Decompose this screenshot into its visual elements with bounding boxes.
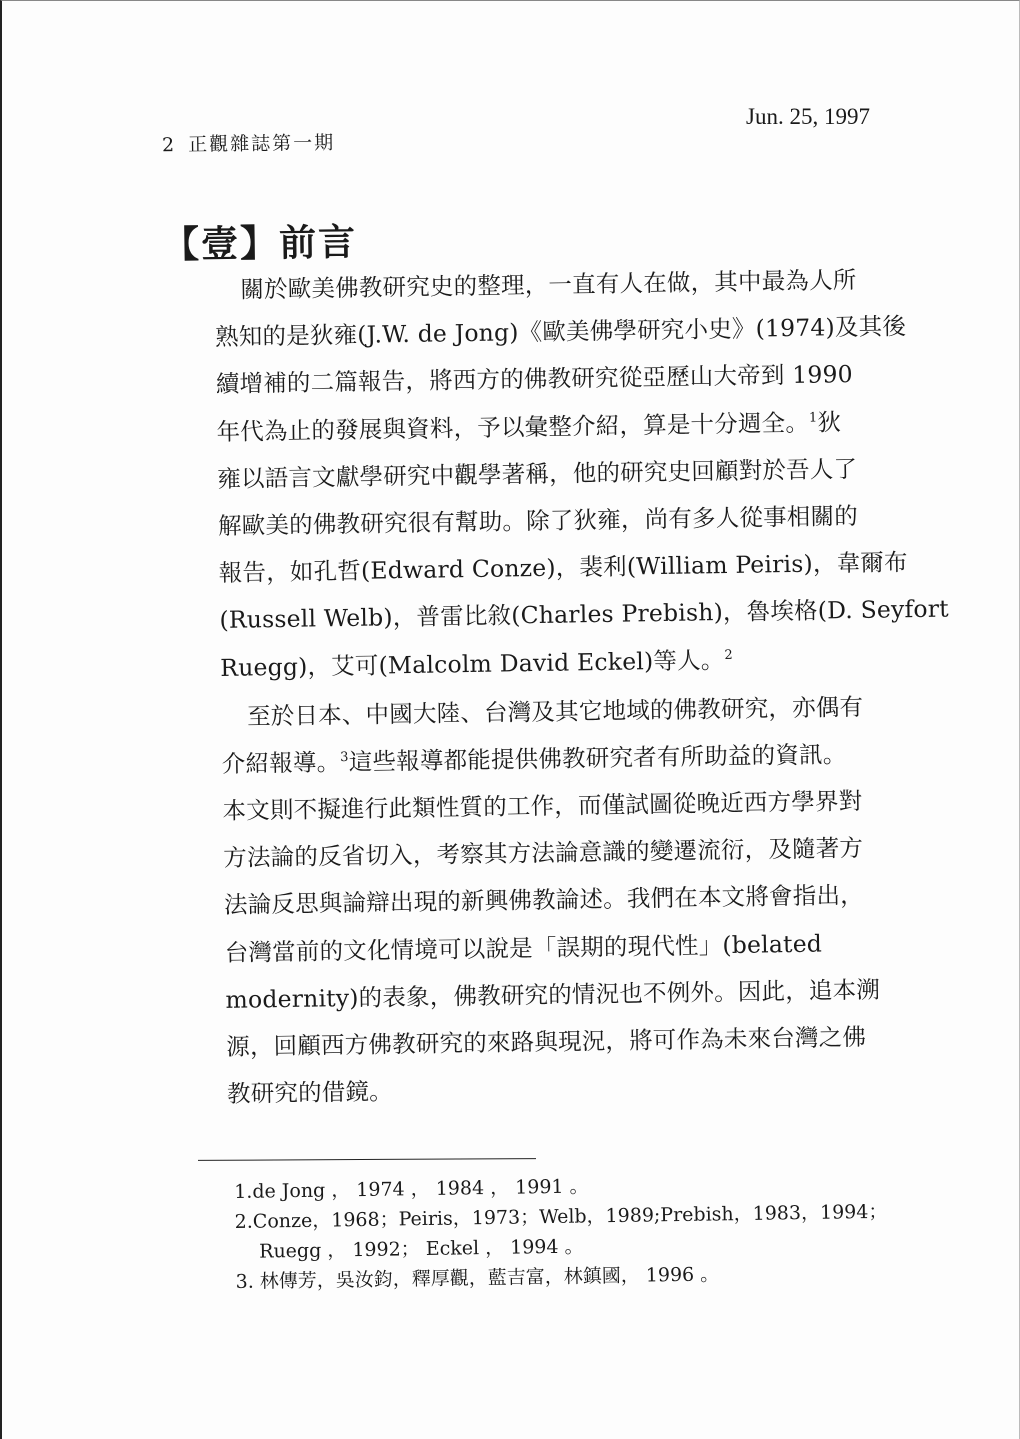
paragraph-1 <box>214 256 950 692</box>
line-text: modernity)的表象，佛教研究的情況也不例外。因此，追本溯 <box>225 975 881 1014</box>
running-header <box>162 128 335 157</box>
section-heading: 【壹】前言 <box>161 219 358 267</box>
line-text: 解歐美的佛教研究很有幫助。除了狄雍，尚有多人從事相關的 <box>217 501 859 540</box>
line-text: Ruegg)，艾可(Malcolm David Eckel)等人。 <box>220 645 725 682</box>
footnote-1: 1.de Jong ， 1974 ， 1984 ， 1991 。 <box>234 1175 589 1203</box>
footnote-marker: 3 <box>340 749 349 765</box>
text-line <box>227 1060 928 1118</box>
line-text: 續增補的二篇報告，將西方的佛教研究從亞歷山大帝到 1990 <box>215 360 854 399</box>
publication-date: Jun. 25, 1997 <box>746 104 870 129</box>
line-text: 方法論的反省切入，考察其方法論意識的變遷流衍，及隨著方 <box>223 834 864 873</box>
line-text: 至於日本、中國大陸、台灣及其它地域的佛教研究，亦偶有 <box>246 692 864 731</box>
line-text: 源，回顧西方佛教研究的來路與現況，將可作為未來台灣之佛 <box>226 1022 867 1061</box>
line-text: (Russell Welb)，普雷比敘(Charles Prebish)，魯埃格(D. Seyfort <box>219 594 950 635</box>
line-text: 介紹報導。 <box>221 747 341 778</box>
footnote-3: 3. 林傳芳，吳汝鈞，釋厚觀，藍吉富，林鎮國， 1996 。 <box>235 1263 720 1293</box>
line-text: 本文則不擬進行此類性質的工作，而僅試圖從晚近西方學界對 <box>222 786 863 825</box>
journal-title: 正觀雜誌第一期 <box>187 131 336 156</box>
line-text: 關於歐美佛教研究史的整理，一直有人在做，其中最為人所 <box>240 265 857 304</box>
body-text <box>214 256 950 1118</box>
line-text: 教研究的借鏡。 <box>226 1077 394 1109</box>
footnote-2: 2.Conze，1968；Peiris，1973；Welb，1989;Prebish，1983，1994； <box>234 1200 888 1233</box>
line-text: 雍以語言文獻學研究中觀學著稱，他的研究史回顧對於吾人了 <box>217 454 858 493</box>
footnote-marker: 1 <box>808 410 818 426</box>
footnote-2-continued: Ruegg ， 1992； Eckel ， 1994 。 <box>259 1235 584 1263</box>
page-number: 2 <box>161 134 177 157</box>
line-text: 年代為止的發展與資料，予以彙整介紹，算是十分週全。 <box>216 408 810 446</box>
line-text: 狄 <box>817 407 842 437</box>
line-text: 熟知的是狄雍(J.W. de Jong)《歐美佛學研究小史》(1974)及其後 <box>214 312 907 352</box>
footnote-marker: 2 <box>724 647 733 663</box>
line-text: 這些報導都能提供佛教研究者有所助益的資訊。 <box>348 740 847 776</box>
paragraph-2 <box>221 683 928 1119</box>
line-text: 台灣當前的文化情境可以說是「誤期的現代性」(belated <box>224 929 823 967</box>
footnotes <box>234 1166 926 1297</box>
line-text: 報告，如孔哲(Edward Conze)，裴利(William Peiris)，韋爾布 <box>218 548 908 588</box>
line-text: 法論反思與論辯出現的新興佛教論述。我們在本文將會指出， <box>223 881 865 920</box>
footnote-divider <box>198 1158 536 1161</box>
